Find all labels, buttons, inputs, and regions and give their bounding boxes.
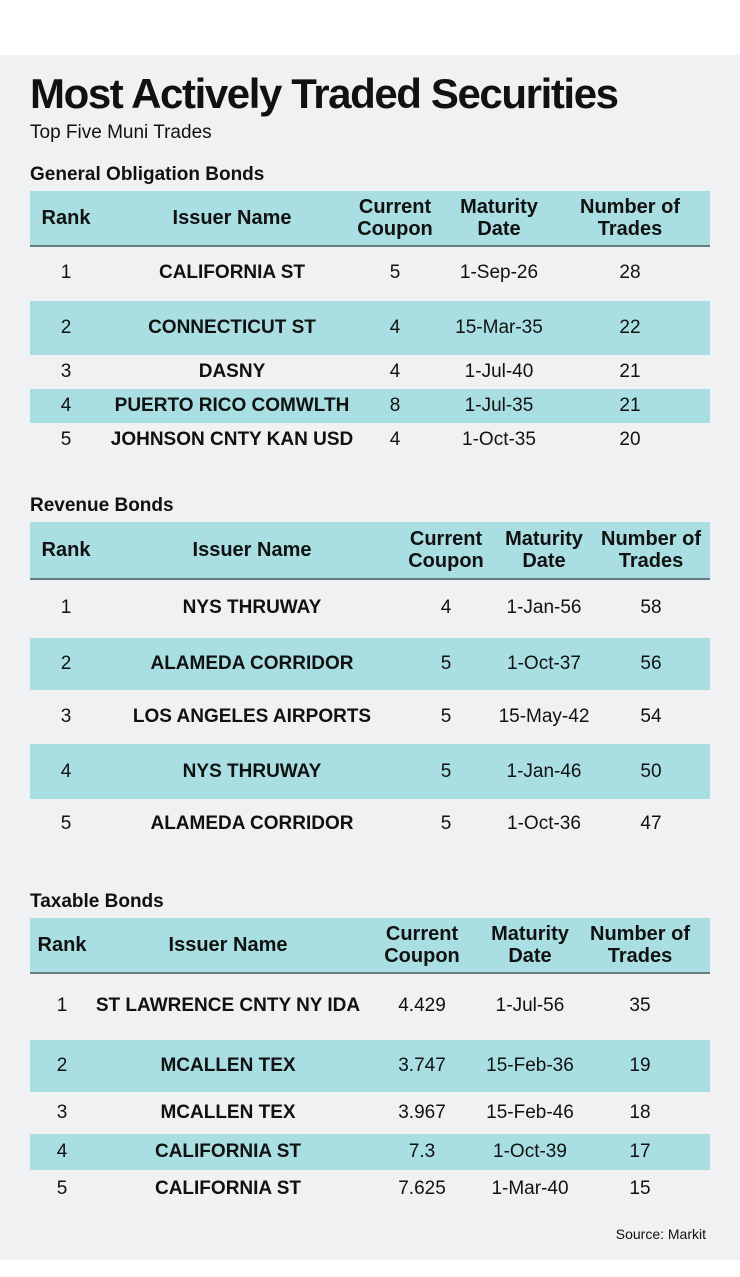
cell-trades: 21 [619,395,641,416]
table-row [30,301,710,355]
cell-issuer: ALAMEDA CORRIDOR [150,813,354,834]
cell-maturity: 15-May-42 [498,706,590,727]
table-row [30,1134,710,1170]
revenue-table [30,522,710,849]
table-row [30,638,710,690]
cell-coupon: 4.429 [398,995,446,1016]
column-header-coupon: Current Coupon [357,196,433,240]
cell-maturity: 15-Feb-36 [486,1055,574,1076]
table-row [30,1040,710,1092]
cell-coupon: 5 [440,760,452,782]
cell-rank: 5 [56,1178,68,1199]
cell-rank: 1 [60,262,72,283]
cell-trades: 35 [629,995,651,1016]
cell-rank: 5 [60,813,72,834]
column-header-coupon: Current Coupon [384,923,460,967]
cell-maturity: 1-Oct-37 [507,653,581,674]
page-subtitle: Top Five Muni Trades [30,122,212,143]
column-header-maturity: Maturity Date [491,923,569,967]
column-header-issuer: Issuer Name [168,934,288,956]
cell-maturity: 1-Mar-40 [491,1178,569,1199]
cell-maturity: 1-Jul-56 [495,995,565,1016]
cell-coupon: 5 [440,813,452,834]
cell-trades: 18 [629,1102,651,1123]
cell-trades: 28 [619,262,641,283]
table-row [30,355,710,389]
cell-coupon: 5 [440,653,452,674]
column-header-trades: Number of Trades [580,196,680,240]
cell-issuer: CALIFORNIA ST [154,1178,301,1199]
cell-coupon: 3.747 [398,1055,446,1076]
cell-maturity: 1-Jan-46 [506,760,582,782]
column-header-rank: Rank [41,207,91,229]
cell-issuer: MCALLEN TEX [160,1055,296,1076]
column-header-maturity: Maturity Date [505,528,583,572]
cell-coupon: 4 [389,317,401,338]
cell-issuer: CALIFORNIA ST [154,1141,301,1162]
taxable-table [30,918,710,1208]
cell-trades: 56 [640,653,662,674]
cell-issuer: NYS THRUWAY [182,597,322,618]
cell-coupon: 4 [389,429,401,450]
cell-trades: 15 [629,1178,651,1199]
table-row [30,1170,710,1208]
cell-trades: 58 [640,597,662,618]
cell-issuer: MCALLEN TEX [160,1102,296,1123]
cell-coupon: 5 [389,262,401,283]
table-row [30,690,710,744]
column-header-issuer: Issuer Name [172,207,292,229]
cell-trades: 47 [640,813,662,834]
cell-rank: 4 [60,760,72,782]
cell-issuer: ALAMEDA CORRIDOR [150,653,354,674]
table-row [30,389,710,423]
cell-issuer: CONNECTICUT ST [148,317,316,338]
cell-maturity: 1-Jul-35 [464,395,534,416]
column-header-coupon: Current Coupon [408,528,484,572]
cell-rank: 2 [60,653,72,674]
column-header-rank: Rank [41,539,91,561]
column-header-trades: Number of Trades [601,528,701,572]
cell-maturity: 15-Mar-35 [455,317,543,338]
cell-coupon: 3.967 [398,1102,446,1123]
cell-issuer: JOHNSON CNTY KAN USD [110,429,354,450]
column-header-maturity: Maturity Date [460,196,538,240]
cell-rank: 1 [60,597,72,618]
cell-trades: 19 [629,1055,651,1076]
table-header-row [30,191,710,247]
cell-rank: 3 [60,361,72,382]
cell-trades: 17 [629,1141,651,1162]
cell-trades: 54 [640,706,662,727]
table-header-row [30,522,710,580]
cell-trades: 20 [619,429,641,450]
table-row [30,1092,710,1134]
cell-rank: 5 [60,429,72,450]
cell-issuer: PUERTO RICO COMWLTH [114,395,350,416]
cell-coupon: 4 [440,597,452,618]
column-header-trades: Number of Trades [590,923,690,967]
cell-maturity: 1-Jan-56 [506,597,582,618]
cell-issuer: ST LAWRENCE CNTY NY IDA [95,995,361,1016]
cell-maturity: 1-Oct-35 [462,429,536,450]
cell-issuer: CALIFORNIA ST [158,262,305,283]
cell-trades: 50 [640,760,662,782]
cell-maturity: 1-Sep-26 [459,262,539,283]
source-note: Source: Markit [615,1226,706,1242]
table-row [30,578,710,638]
column-header-issuer: Issuer Name [192,539,312,561]
cell-rank: 2 [60,317,72,338]
table-row [30,423,710,457]
cell-coupon: 4 [389,361,401,382]
cell-trades: 21 [619,361,641,382]
general-obligation-section-title: General Obligation Bonds [30,164,265,185]
cell-issuer: NYS THRUWAY [182,760,322,782]
cell-maturity: 1-Jul-40 [464,361,534,382]
page-title: Most Actively Traded Securities [30,70,618,117]
cell-rank: 4 [60,395,72,416]
cell-issuer: DASNY [198,361,266,382]
cell-coupon: 5 [440,706,452,727]
cell-maturity: 15-Feb-46 [486,1102,574,1123]
cell-rank: 4 [56,1141,68,1162]
cell-rank: 1 [56,995,68,1016]
cell-coupon: 7.625 [398,1178,446,1199]
table-row [30,972,710,1040]
general-obligation-table [30,191,710,457]
cell-coupon: 8 [389,395,401,416]
cell-rank: 3 [60,706,72,727]
table-row [30,799,710,849]
revenue-section-title: Revenue Bonds [30,495,174,516]
cell-rank: 2 [56,1055,68,1076]
taxable-section-title: Taxable Bonds [30,891,164,912]
cell-coupon: 7.3 [408,1141,436,1162]
cell-maturity: 1-Oct-36 [507,813,581,834]
table-row [30,744,710,799]
cell-issuer: LOS ANGELES AIRPORTS [132,706,372,727]
cell-rank: 3 [56,1102,68,1123]
table-row [30,245,710,301]
column-header-rank: Rank [37,934,87,956]
table-header-row [30,918,710,974]
cell-maturity: 1-Oct-39 [493,1141,567,1162]
cell-trades: 22 [619,317,641,338]
